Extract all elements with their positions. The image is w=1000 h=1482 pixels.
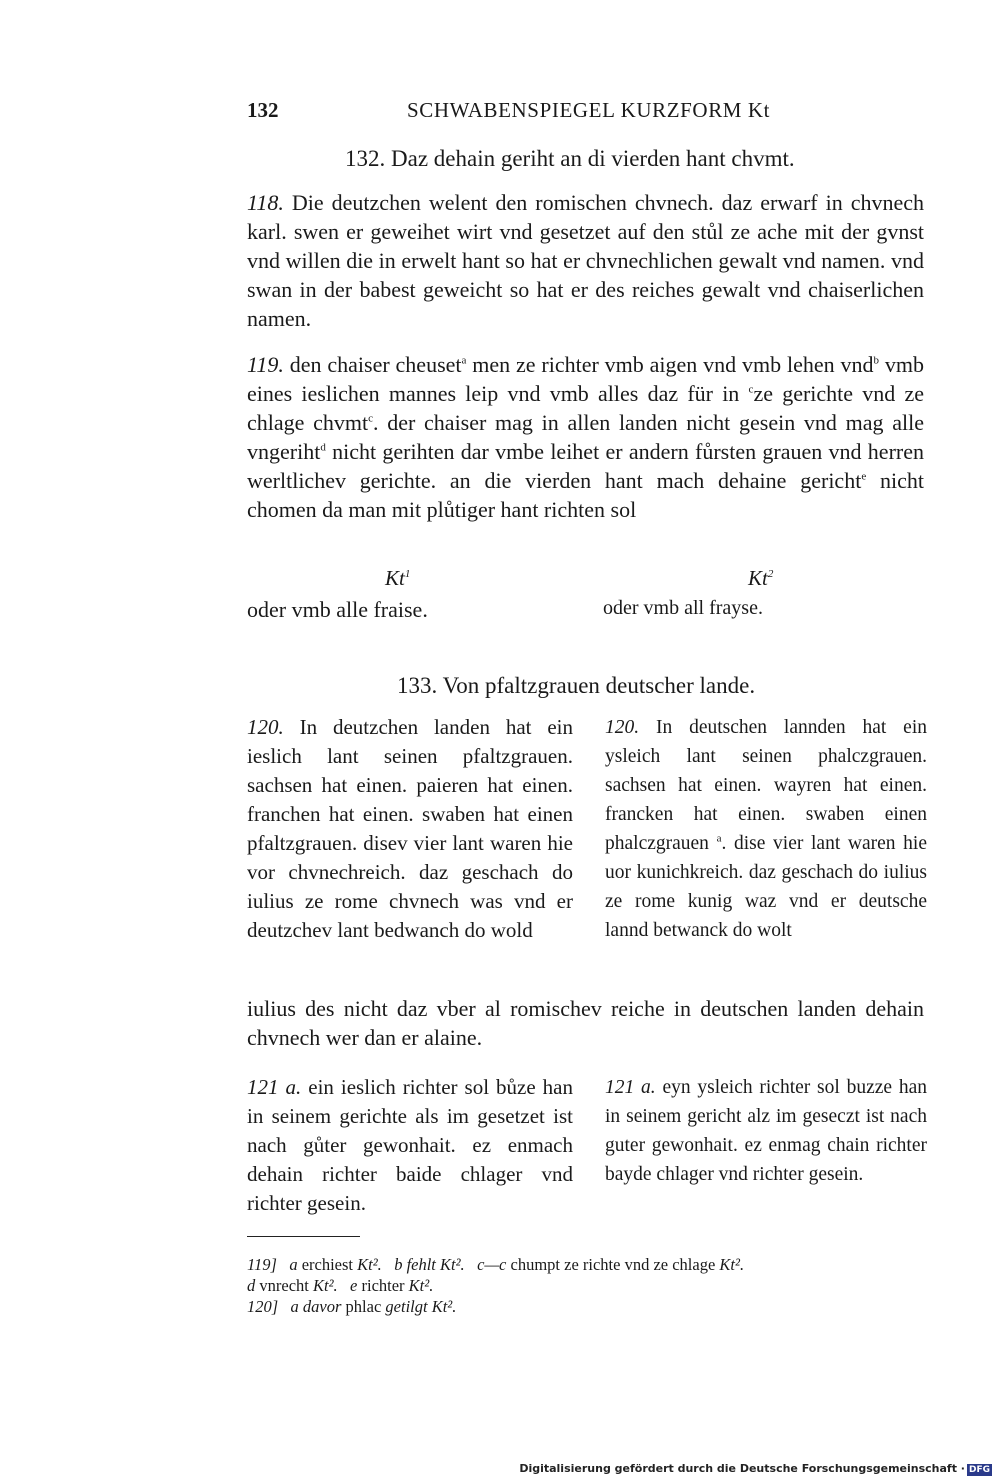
section-heading-132: 132. Daz dehain geriht an di vierden hant chvmt. [345,146,795,171]
paragraph-number: 120. [605,717,640,738]
text-fragment: den chaiser cheuset [289,352,462,377]
paragraph-number: 121 a. [247,1075,302,1099]
paragraph-number: 121 a. [605,1077,656,1098]
footnote-mark: c [368,412,374,425]
footnote-rule [247,1236,360,1237]
section-heading-133: 133. Von pfaltzgrauen deutscher lande. [397,673,756,698]
text-fragment: . der chaiser mag in allen landen nicht gesein vnd mag alle vngeriht [247,410,925,464]
page-number: 132 [247,98,279,122]
footnote-mark: c [748,383,754,396]
footnote-119-line2: d vnrecht Kt². e richter Kt². [247,1276,434,1295]
text-fragment: ze gerichte vnd ze chlage chvmt [247,381,925,435]
paragraph-119 [247,350,924,524]
paragraph-number: 120. [247,715,284,739]
footnotes [247,1254,927,1317]
text-fragment: . dise vier lant waren hie uor kunichkreich. daz geschach do iulius ze rome kunig waz vnd er deutsche lannd betwanck do wolt [605,833,928,941]
running-title: SCHWABENSPIEGEL KURZFORM Kt [407,98,771,122]
paragraph-text: ein ieslich richter sol bůze han in seinem gerichte als im gesetzet ist nach gůter gewonhait. ez enmach dehain richter baide chlager vnd richter gesein. [247,1075,573,1215]
column-kt2-120 [605,713,927,945]
paragraph-text: eyn ysleich richter sol buzze han in seinem gericht alz im geseczt ist nach guter gewonhait. ez enmag chain richter bayde chlager vnd richter gesein. [605,1077,927,1185]
text-fragment: nicht gerihten dar vmbe leihet er andern fůrsten grauen vnd herren werltlichev gerichte. an die vierden hant mach dehaine gericht [247,439,924,493]
variant-label-kt1: Kt$^1$ [385,566,411,590]
paragraph-continuation: iulius des nicht daz vber al romischev reiche in deutschen landen dehain chvnech wer dan er alaine. [247,996,924,1050]
footnote-mark: a [461,354,467,367]
column-kt1-120 [247,713,573,945]
footnote-mark: d [320,441,326,454]
paragraph-text: In deutzchen landen hat ein ieslich lant seinen pfaltzgrauen. sachsen hat einen. paieren hat einen. franchen hat einen. swaben hat einen pfaltzgrauen. disev vier lant waren hie vor chvnechreich. daz geschach do iulius ze rome chvnech was vnd er deutzchev lant bedwanch do wold [247,715,573,942]
paragraph-number: 118. [247,190,284,215]
variant-text-kt2: oder vmb all frayse. [603,597,763,619]
paragraph-text: Die deutzchen welent den romischen chvnech. daz erwarf in chvnech karl. swen er geweihet wirt vnd gesetzet auf den stůl ze ache mit der gvnst vnd willen die in erwelt hant so hat er chvnechlichen gewalt vnd namen. vnd swan in der babest geweicht so hat er des reiches gewalt vnd chaiserlichen namen. [247,190,925,331]
text-fragment: vmb eines ieslichen mannes leip vnd vmb alles daz für in [247,352,924,406]
text-fragment: men ze richter vmb aigen vnd vmb lehen vnd [466,352,874,377]
footnote-mark: b [873,354,880,367]
column-kt2-121a [605,1073,927,1189]
footnote-mark: a [716,832,722,845]
footnote-119-line1: 119] a erchiest Kt². b fehlt Kt². c—c chumpt ze richte vnd ze chlage Kt². [247,1255,745,1274]
footnote-mark: e [861,470,867,483]
paragraph-number: 119. [247,352,284,377]
column-kt1-121a [247,1073,573,1218]
text-fragment: nicht chomen da man mit plůtiger hant richten sol [247,468,924,522]
text-fragment: In deutschen lannden hat ein ysleich lant seinen phalczgrauen. sachsen hat einen. wayren hat einen. francken hat einen. swaben einen phalczgrauen [605,717,927,854]
dfg-logo: DFG [968,1465,990,1475]
paragraph-118 [247,188,924,333]
variant-label-kt2: Kt$^2$ [748,566,774,590]
footnote-120: 120] a davor phlac getilgt Kt². [247,1297,457,1316]
variant-text-kt1: oder vmb alle fraise. [247,597,428,622]
digitization-credit: Digitalisierung gefördert durch die Deutsche Forschungsgemeinschaft · DFG [519,1462,990,1475]
